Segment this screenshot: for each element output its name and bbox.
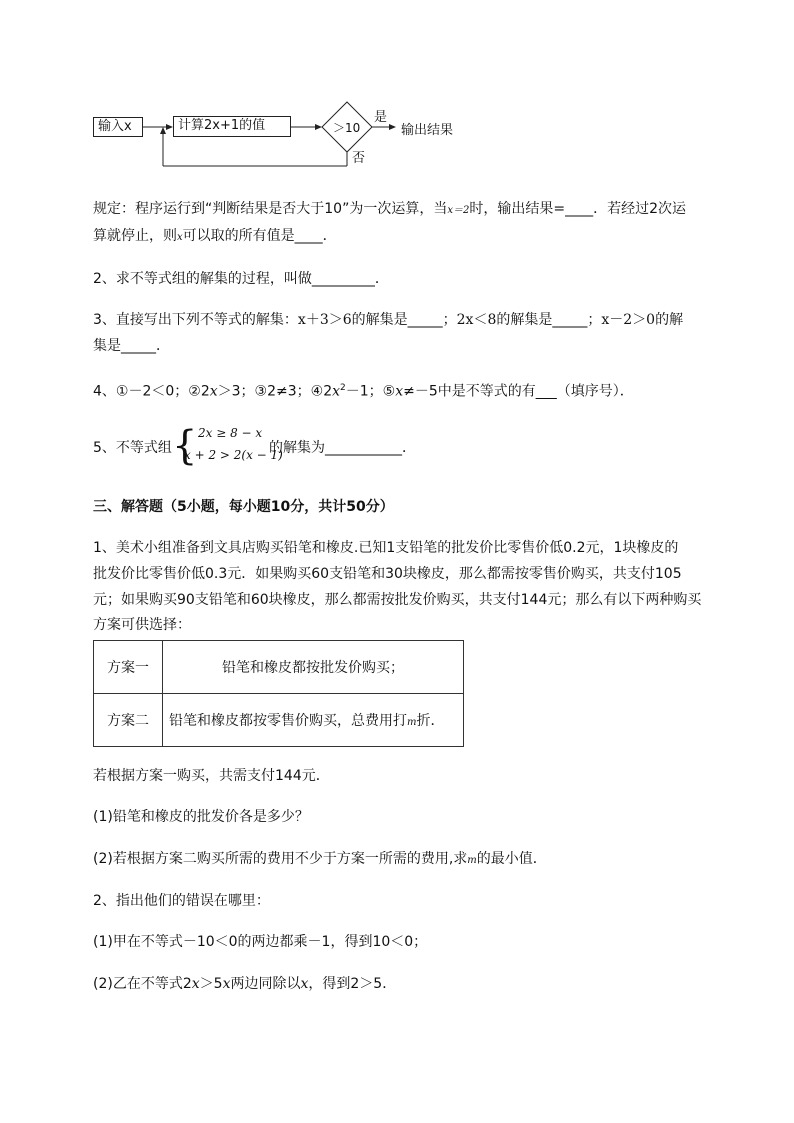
- plan-desc: 铅笔和橡皮都按零售价购买，总费用打m折．: [163, 694, 464, 747]
- plan-name: 方案一: [94, 641, 163, 694]
- problem-2-title: 2、指出他们的错误在哪里：: [93, 893, 270, 909]
- flow-yes-label: 是: [374, 110, 388, 125]
- flow-decision-label: ＞10: [333, 121, 361, 135]
- x-equals-2: x＝2: [447, 205, 470, 216]
- table-row: [94, 641, 464, 694]
- flow-input-label: 输入x: [98, 119, 132, 134]
- problem-1-line-2: 批发价比零售价低0.3元．如果购买60支铅笔和30块橡皮，那么都需按零售价购买，共支付105: [93, 566, 682, 582]
- rule-line-1: 规定：程序运行到“判断结果是否大于10”为一次运算，当x＝2时，输出结果=____．若经过2次运: [93, 201, 686, 217]
- flow-compute-label: 计算2x+1的值: [178, 118, 266, 133]
- question-5-suffix: 的解集为___________．: [269, 440, 416, 456]
- plan-table: [93, 640, 464, 747]
- problem-1-line-1: 1、美术小组准备到文具店购买铅笔和橡皮.已知1支铅笔的批发价比零售价低0.2元，1块橡皮的: [93, 540, 679, 556]
- table-row: [94, 694, 464, 747]
- flow-output-label: 输出结果: [401, 123, 454, 138]
- problem-1-sub-2: (2)若根据方案二购买所需的费用不少于方案一所需的费用,求m的最小值．: [93, 851, 547, 867]
- problem-1-after-table: 若根据方案一购买，共需支付144元．: [93, 768, 330, 784]
- problem-2-sub-1: (1)甲在不等式－10＜0的两边都乘－1，得到10＜0；: [93, 934, 428, 950]
- section-3-heading: 三、解答题（5小题，每小题10分，共计50分）: [93, 499, 394, 515]
- system-row-2: x + 2 > 2(x − 1): [184, 448, 283, 462]
- rule-line-2: 算就停止，则x可以取的所有值是____．: [93, 228, 337, 244]
- problem-1-sub-1: (1)铅笔和橡皮的批发价各是多少？: [93, 809, 309, 825]
- system-brace: {: [172, 423, 198, 469]
- flow-no-label: 否: [352, 151, 366, 166]
- plan-name: 方案二: [94, 694, 163, 747]
- question-4: 4、①－2＜0；②2x＞3；③2≠3；$④2x^2-1$；⑤x≠－5中是不等式的有___（填序号）．: [93, 383, 634, 400]
- question-3-line-2: 集是_____．: [93, 338, 170, 354]
- problem-1-line-3: 元；如果购买90支铅笔和60块橡皮，那么都需按批发价购买，共支付144元；那么有以下两种购买: [93, 592, 702, 608]
- flowchart: [90, 95, 490, 175]
- system-row-1: 2x ≥ 8 − x: [198, 426, 263, 440]
- question-3-line-1: 3、直接写出下列不等式的解集：x＋3＞6的解集是_____；2x＜8的解集是_____；x－2＞0的解: [93, 312, 684, 328]
- question-5-prefix: 5、不等式组: [93, 440, 172, 456]
- problem-2-sub-2: (2)乙在不等式2x＞5x两边同除以x，得到2＞5．: [93, 976, 397, 992]
- question-2: 2、求不等式组的解集的过程，叫做_________．: [93, 271, 389, 287]
- plan-desc: 铅笔和橡皮都按批发价购买；: [163, 641, 464, 694]
- problem-1-line-4: 方案可供选择：: [93, 617, 191, 633]
